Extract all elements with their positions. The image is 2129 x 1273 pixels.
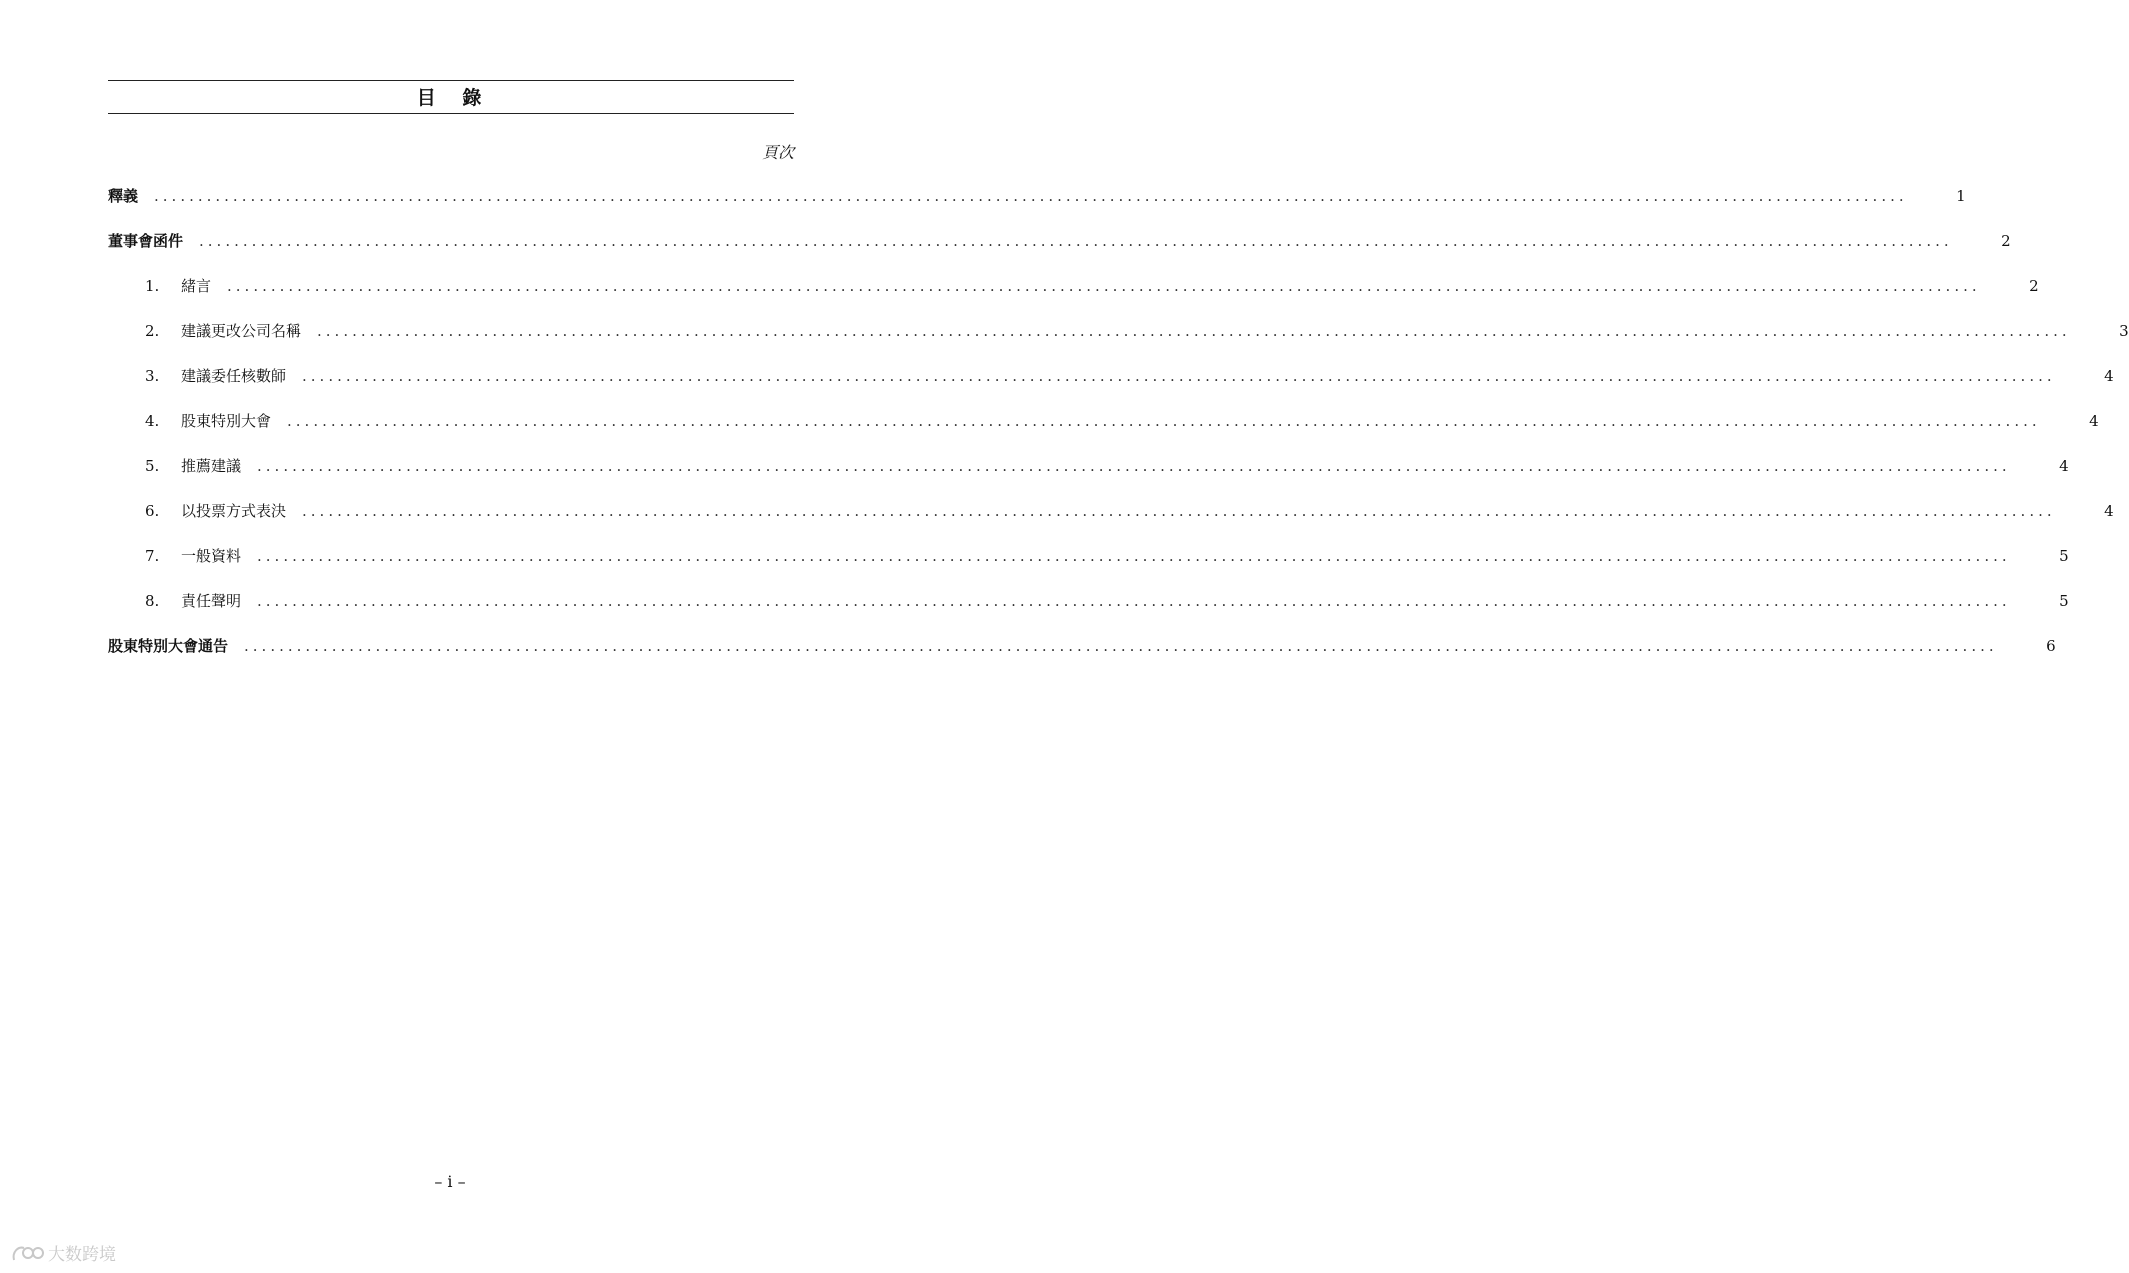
- toc-entry-responsibility[interactable]: [145, 589, 2069, 613]
- dot-leader: ........................................................................................................................................................................................................: [227, 277, 1981, 295]
- toc-entry-definitions[interactable]: [108, 184, 1966, 208]
- toc-entry-recommendation[interactable]: [145, 454, 2069, 478]
- dot-leader: ........................................................................................................................................................................................................: [257, 592, 2011, 610]
- toc-entry-auditor[interactable]: [145, 364, 2114, 388]
- toc-entry-label: 股東特別大會: [181, 412, 272, 430]
- toc-entry-number: 6.: [145, 502, 160, 520]
- toc-entry-introduction[interactable]: [145, 274, 2039, 298]
- toc-entry-label: 推薦建議: [181, 457, 242, 475]
- toc-entry-label: 以投票方式表決: [181, 502, 287, 520]
- toc-entry-label: 責任聲明: [181, 592, 242, 610]
- page-number: – i –: [434, 1172, 466, 1191]
- toc-entry-label: 董事會函件: [108, 232, 184, 250]
- toc-entry-label: 一般資料: [181, 547, 242, 565]
- watermark-text: 大数跨境: [48, 1245, 116, 1265]
- toc-entry-page: 2: [2029, 277, 2039, 295]
- toc-entry-page: 5: [2059, 592, 2069, 610]
- toc-entry-name-change[interactable]: [145, 319, 2129, 343]
- toc-entry-egm[interactable]: [145, 409, 2099, 433]
- toc-entry-poll-voting[interactable]: [145, 499, 2114, 523]
- toc-entry-page: 4: [2104, 502, 2114, 520]
- page-column-label: 頁次: [761, 143, 794, 162]
- toc-entry-egm-notice[interactable]: [108, 634, 2056, 658]
- dot-leader: ........................................................................................................................................................................................................: [317, 322, 2071, 340]
- toc-entry-page: 4: [2089, 412, 2099, 430]
- page-title: 目 錄: [416, 87, 486, 109]
- toc-entry-label: 股東特別大會通告: [108, 637, 229, 655]
- watermark: [10, 1240, 116, 1265]
- toc-entry-page: 4: [2059, 457, 2069, 475]
- toc-entry-number: 7.: [145, 547, 160, 565]
- dot-leader: ........................................................................................................................................................................................................: [257, 547, 2011, 565]
- dot-leader: ........................................................................................................................................................................................................: [257, 457, 2011, 475]
- toc-entry-label: 建議更改公司名稱: [181, 322, 302, 340]
- top-rule: [108, 80, 794, 81]
- dot-leader: ........................................................................................................................................................................................................: [244, 637, 1998, 655]
- toc-entry-page: 3: [2119, 322, 2129, 340]
- toc-entry-page: 4: [2104, 367, 2114, 385]
- title-bottom-rule: [108, 113, 794, 114]
- toc-entry-number: 1.: [145, 277, 160, 295]
- dot-leader: ........................................................................................................................................................................................................: [154, 187, 1908, 205]
- toc-entry-label: 建議委任核數師: [181, 367, 287, 385]
- toc-entry-general-info[interactable]: [145, 544, 2069, 568]
- toc-entry-page: 2: [2001, 232, 2011, 250]
- toc-entry-number: 2.: [145, 322, 160, 340]
- dot-leader: ........................................................................................................................................................................................................: [199, 232, 1953, 250]
- toc-entry-number: 5.: [145, 457, 160, 475]
- toc-entry-number: 3.: [145, 367, 160, 385]
- dot-leader: ........................................................................................................................................................................................................: [302, 367, 2056, 385]
- toc-entry-label: 釋義: [108, 187, 139, 205]
- dot-leader: ........................................................................................................................................................................................................: [287, 412, 2041, 430]
- toc-entry-page: 5: [2059, 547, 2069, 565]
- toc-entry-label: 緒言: [181, 277, 212, 295]
- toc-entry-number: 8.: [145, 592, 160, 610]
- dot-leader: ........................................................................................................................................................................................................: [302, 502, 2056, 520]
- toc-entry-page: 1: [1956, 187, 1966, 205]
- toc-entry-board-letter[interactable]: [108, 229, 2011, 253]
- watermark-logo-icon: [10, 1242, 44, 1264]
- toc-entry-page: 6: [2046, 637, 2056, 655]
- toc-entry-number: 4.: [145, 412, 160, 430]
